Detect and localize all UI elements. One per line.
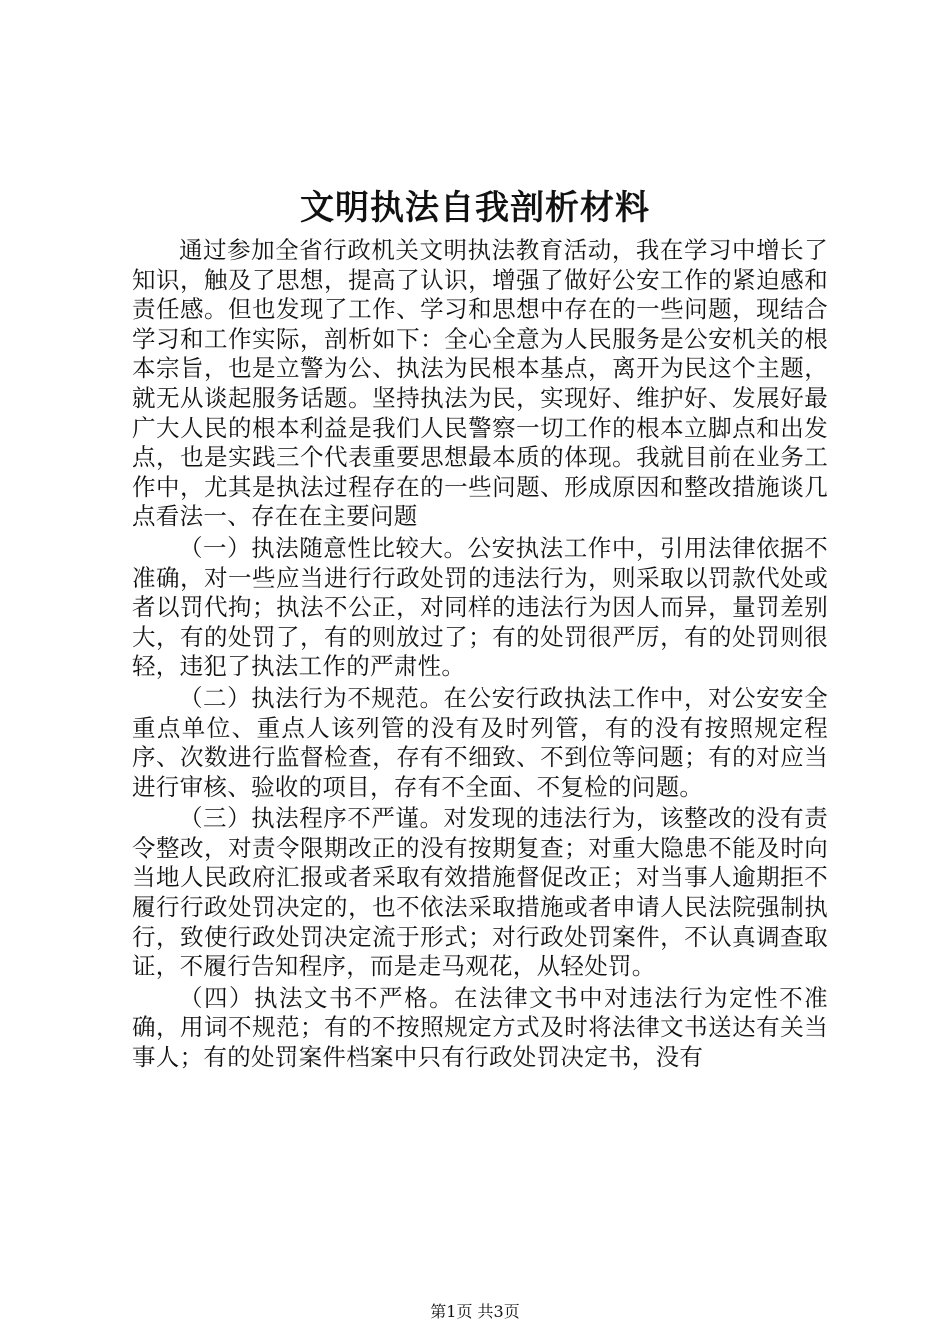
paragraph-issue-3: （三）执法程序不严谨。对发现的违法行为，该整改的没有责令整改，对责令限期改正的没有按期复查；对重大隐患不能及时向当地人民政府汇报或者采取有效措施督促改正；对当事人逾期拒不履行行政处罚决定的，也不依法采取措施或者申请人民法院强制执行，致使行政处罚决定流于形式；对行政处罚案件，不认真调查取证，不履行告知程序，而是走马观花，从轻处罚。 [132,804,828,981]
paragraph-issue-1: （一）执法随意性比较大。公安执法工作中，引用法律依据不准确，对一些应当进行行政处罚的违法行为，则采取以罚款代处或者以罚代拘；执法不公正，对同样的违法行为因人而异，量罚差别大，有的处罚了，有的则放过了；有的处罚很严厉，有的处罚则很轻，违犯了执法工作的严肃性。 [132,533,828,681]
document-body [132,236,828,1075]
paragraph-issue-2: （二）执法行为不规范。在公安行政执法工作中，对公安安全重点单位、重点人该列管的没有及时列管，有的没有按照规定程序、次数进行监督检查，存有不细致、不到位等问题；有的对应当进行审核、验收的项目，存有不全面、不复检的问题。 [132,683,828,801]
document-title: 文明执法自我剖析材料 [300,188,650,228]
page-number-footer: 第1页 共3页 [430,1302,520,1321]
paragraph-intro: 通过参加全省行政机关文明执法教育活动，我在学习中增长了知识，触及了思想，提高了认识，增强了做好公安工作的紧迫感和责任感。但也发现了工作、学习和思想中存在的一些问题，现结合学习和工作实际，剖析如下：全心全意为人民服务是公安机关的根本宗旨，也是立警为公、执法为民根本基点，离开为民这个主题，就无从谈起服务话题。坚持执法为民，实现好、维护好、发展好最广大人民的根本利益是我们人民警察一切工作的根本立脚点和出发点，也是实践三个代表重要思想最本质的体现。我就目前在业务工作中，尤其是执法过程存在的一些问题、形成原因和整改措施谈几点看法一、存在在主要问题 [132,236,828,531]
paragraph-issue-4: （四）执法文书不严格。在法律文书中对违法行为定性不准确，用词不规范；有的不按照规定方式及时将法律文书送达有关当事人；有的处罚案件档案中只有行政处罚决定书，没有 [132,983,828,1072]
